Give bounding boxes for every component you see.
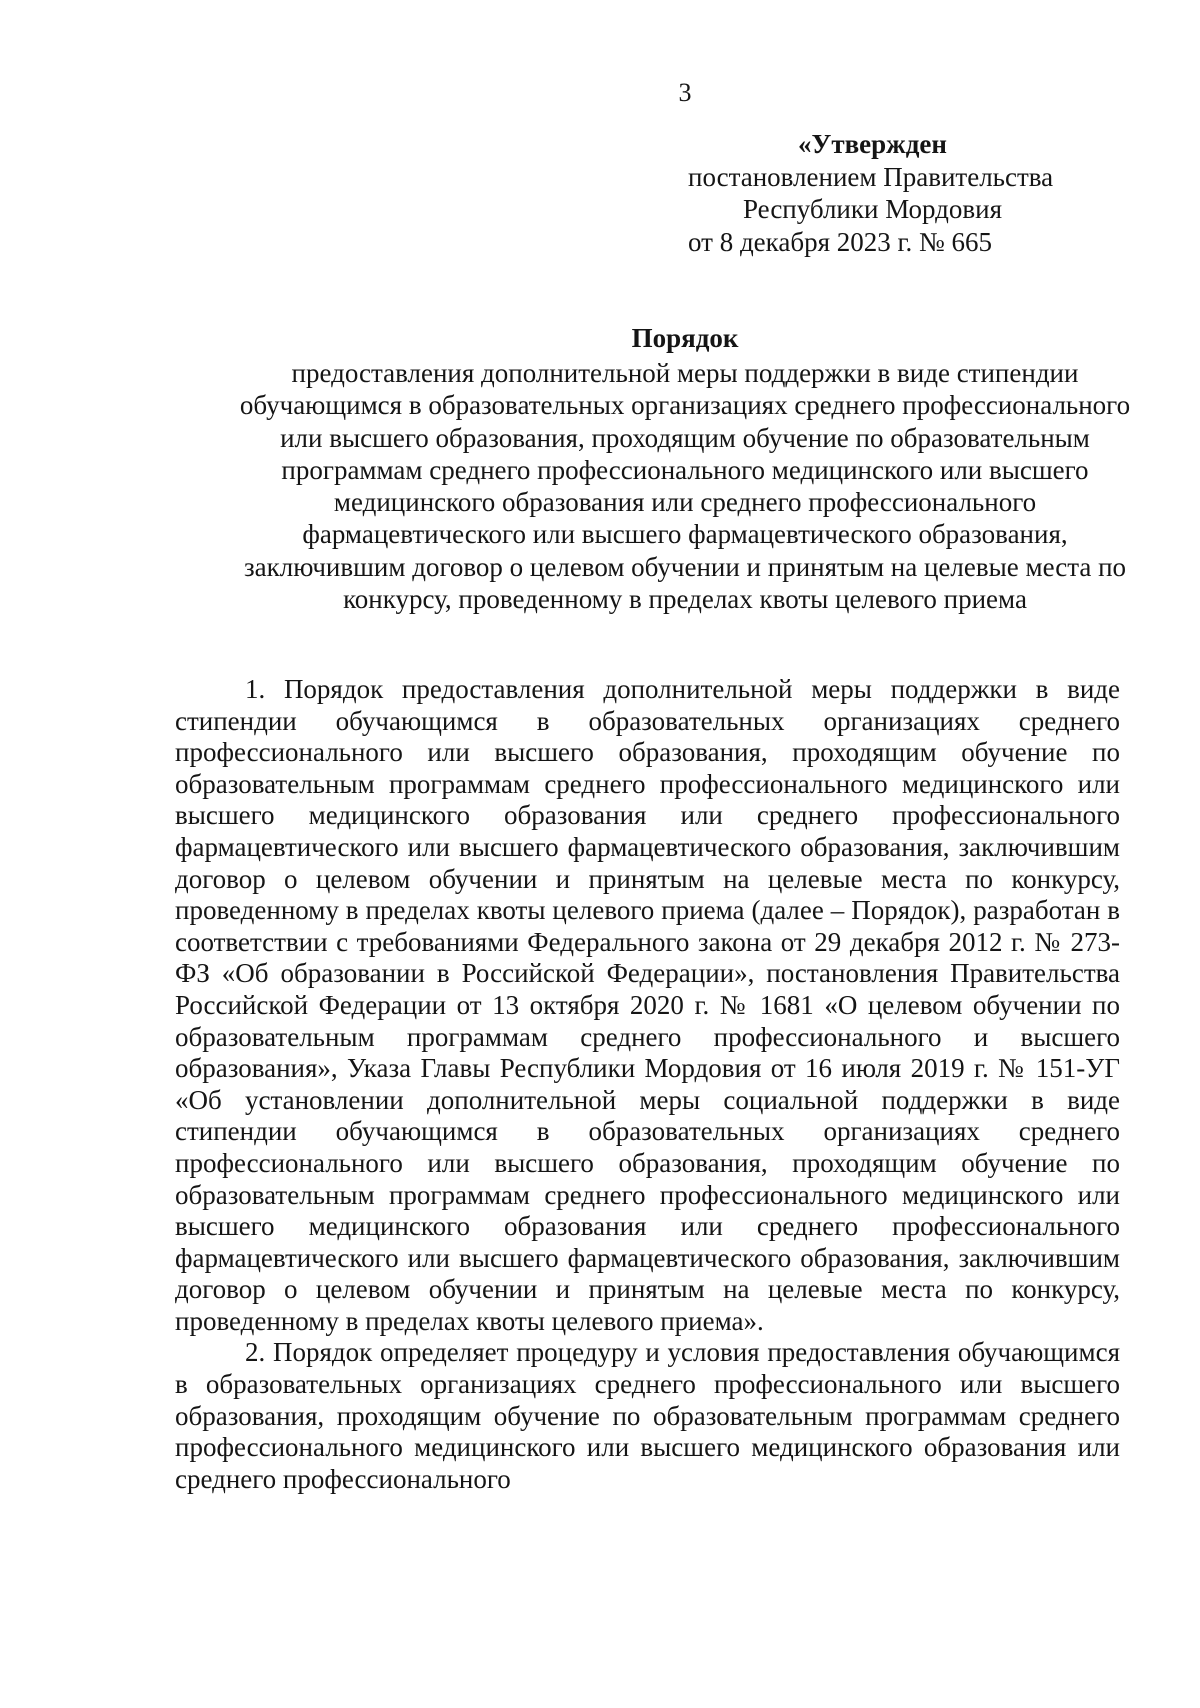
approval-line: Республики Мордовия <box>743 194 1003 224</box>
document-subtitle <box>175 357 1195 615</box>
document-title: Порядок <box>631 323 739 353</box>
approval-stamp <box>688 128 1108 258</box>
subtitle-line: или высшего образования, проходящим обучение по образовательным <box>280 422 1090 453</box>
approval-line: от 8 декабря 2023 г. № 665 <box>688 226 993 257</box>
paragraph-1: 1. Порядок предоставления дополнительной меры поддержки в виде стипендии обучающимся в образовательных организациях среднего профессионального или высшего образования, проходящим обучение по образовательным программам среднего профессионального медицинского или высшего медицинского образования или среднего профессионального фармацевтического или высшего фармацевтического образования, заключившим договор о целевом обучении и принятым на целевые места по конкурсу, проведенному в пределах квоты целевого приема (далее – Порядок), разработан в соответствии с требованиями Федерального закона от 29 декабря 2012 г. № 273-ФЗ «Об образовании в Российской Федерации», постановления Правительства Российской Федерации от 13 октября 2020 г. № 1681 «О целевом обучении по образовательным программам среднего профессионального и высшего образования», Указа Главы Республики Мордовия от 16 июля 2019 г. № 151-УГ «Об установлении дополнительной меры социальной поддержки в виде стипендии обучающимся в образовательных организациях среднего профессионального или высшего образования, проходящим обучение по образовательным программам среднего профессионального медицинского или высшего медицинского образования или среднего профессионального фармацевтического или высшего фармацевтического образования, заключившим договор о целевом обучении и принятым на целевые места по конкурсу, проведенному в пределах квоты целевого приема». <box>175 674 1120 1336</box>
subtitle-line: фармацевтического или высшего фармацевтического образования, <box>302 519 1068 550</box>
document-body <box>175 674 1120 1495</box>
subtitle-line: заключившим договор о целевом обучении и принятым на целевые места по <box>243 551 1127 582</box>
subtitle-line: конкурсу, проведенному в пределах квоты целевого приема <box>343 584 1027 615</box>
subtitle-line: предоставления дополнительной меры поддержки в виде стипендии <box>291 358 1079 388</box>
approval-line: «Утвержден <box>798 129 947 159</box>
approval-line: постановлением Правительства <box>688 161 1054 192</box>
subtitle-line: программам среднего профессионального медицинского или высшего <box>281 454 1089 485</box>
paragraph-2: 2. Порядок определяет процедуру и условия предоставления обучающимся в образовательных организациях среднего профессионального или высшего образования, проходящим обучение по образовательным программам среднего профессионального медицинского или высшего медицинского образования или среднего профессионального <box>175 1337 1120 1494</box>
subtitle-line: медицинского образования или среднего профессионального <box>333 487 1037 518</box>
subtitle-line: обучающимся в образовательных организациях среднего профессионального <box>239 390 1131 421</box>
page-number: 3 <box>678 78 692 107</box>
